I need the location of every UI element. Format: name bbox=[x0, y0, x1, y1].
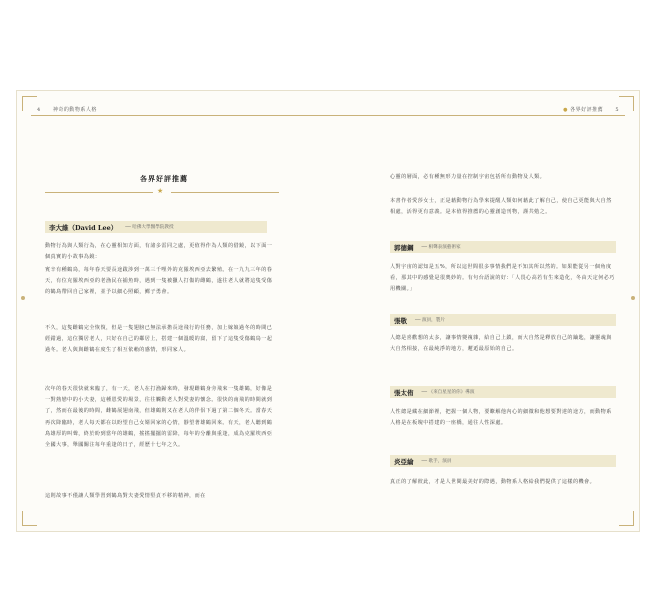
endorser-yan bbox=[390, 455, 616, 467]
endorser-name: 張太侑 bbox=[390, 386, 418, 398]
endorser-name: 張敬 bbox=[390, 314, 411, 326]
left-page-number: 4 bbox=[37, 107, 41, 113]
paragraph: 這則故事不僅讓人類學習到鶴鳥對夫妻愛情堅貞不移的精神，而在 bbox=[45, 493, 206, 499]
paragraph: 人總是喜歡想的太多，讓事情變複雜，給自己上鎖，而大自然是釋放自己的鑰匙，讓靈魂與大自然相接，在最純淨的地方，邂逅最原始的自己。 bbox=[390, 335, 612, 353]
right-page-number: 5 bbox=[615, 107, 619, 113]
paragraph: 真正的了解彼此，才是人世間最美好的際遇，動物系人格給我們提供了這樣的機會。 bbox=[390, 479, 596, 485]
left-page bbox=[17, 91, 328, 531]
title-rule-right bbox=[171, 192, 279, 193]
endorser-name: 郭德鋼 bbox=[390, 241, 418, 253]
book-spread bbox=[16, 90, 640, 532]
endorser-name: 李大維（David Lee） bbox=[45, 221, 121, 233]
endorser-lee bbox=[45, 221, 267, 233]
paragraph: 人對宇宙的認知是五%，所以這世間很多事情我們是不知其所以然的。如果能從另一個角度看，那其中的感覺是很奧妙的。有句台語說的好：「人畏心高若有生來造化，冬由天定何必巧用機關。」 bbox=[390, 264, 615, 293]
endorser-desc: ── 哈佛大學醫學院教授 bbox=[125, 225, 174, 230]
paragraph: 賓辛有種鶴鳥，每年春天要長途跋涉到一萬三千哩外的克羅埃西亞去繁殖。在一九九三年的春天，有位克羅埃西亞的老漁民在捕魚時，遇到一隻被獵人打傷的雌鶴，遂往老人就將這隻受傷的鶴鳥帶回自己家裡，並予以細心照顧，鰥子勇會。 bbox=[45, 267, 273, 296]
paragraph: 次年的春天很快就來臨了，有一天，老人在打漁歸來時，發現雌鶴身旁飛來一隻雄鶴，好像是一對熱戀中的小夫妻，這種恩愛的場景，往往觸動老人對愛妻的懷念。很快的南飛的時間就到了，然而在最後的時間，雌鶴展翅南飛，但雄鶴則又在老人的伴侶下過了第二個冬天。當春天再次降臨時，老人每天都在以盼望自己女婿回家的心情，靜望著雄鶴回來。有天，老人聽到鶴鳥雄厚的叫聲，終於盼到當年的雄鶴，搖搖擺擺的雷降，每年的分離與重逢，成為克羅埃西亞全國大事，舉國關注每年重逢的日子，經歷十七年之久。 bbox=[45, 386, 273, 449]
section-title: 各界好評推薦 bbox=[140, 174, 188, 183]
endorser-zhang-jing bbox=[390, 314, 616, 326]
endorser-zhang-taiyou bbox=[390, 386, 616, 398]
endorser-desc: ── 歌手，演員 bbox=[421, 459, 452, 464]
paragraph: 心靈的層面，必有種無形力量在控制宇宙包括所有動物及人類。 bbox=[390, 174, 546, 180]
left-running-title: 神奇的動物系人格 bbox=[52, 107, 97, 113]
right-running-title: 各界好評推薦 bbox=[570, 107, 604, 113]
endorser-desc: ── 《來自星星的你》導演 bbox=[421, 390, 475, 395]
left-page-header bbox=[37, 106, 97, 113]
right-page-header: ● 各界好評推薦 5 bbox=[563, 107, 619, 113]
endorser-name: 炎亞綸 bbox=[390, 455, 418, 467]
endorser-desc: ── 相聲表演藝術家 bbox=[421, 245, 461, 250]
endorser-desc: ── 演員，製片 bbox=[415, 318, 445, 323]
paragraph: 本書作者愛莎女士，正是藉動物行為學來提醒人類如何藉此了解自己，使自己更能與大自然相處，活得更有意義。是本值得推薦的心靈創造刊物，謹共勉之。 bbox=[390, 198, 612, 216]
paragraph: 不久，這隻雌鶴完全恢復，但是一隻翅膀已無法承擔長途飛行的任務，加上嫁娘過冬的時間已經錯過，這位獨居老人，只好在自己的鄰居上，搭建一個溫暖的窩，留下了這隻受傷鶴鳥一起過冬。老人與與雌鶴在度生了相互依賴的感情，形同家人。 bbox=[45, 325, 273, 354]
paragraph: 人性總是藏在細節裡，把握一個人物，要瞭解他內心的細微和他想要對達的途方，而動物系人格是在板塊中搭建的一座橋，通往人性深處。 bbox=[390, 409, 612, 427]
title-star-icon: ★ bbox=[157, 187, 164, 195]
right-page bbox=[328, 91, 639, 531]
endorser-guo bbox=[390, 241, 616, 253]
paragraph: 動物行為與人類行為，在心靈相知方面，有諸多雷同之處，更值得作為人類的借鏡，以下面一個真實的小故事為鏡： bbox=[45, 243, 273, 261]
title-rule-left bbox=[45, 192, 153, 193]
